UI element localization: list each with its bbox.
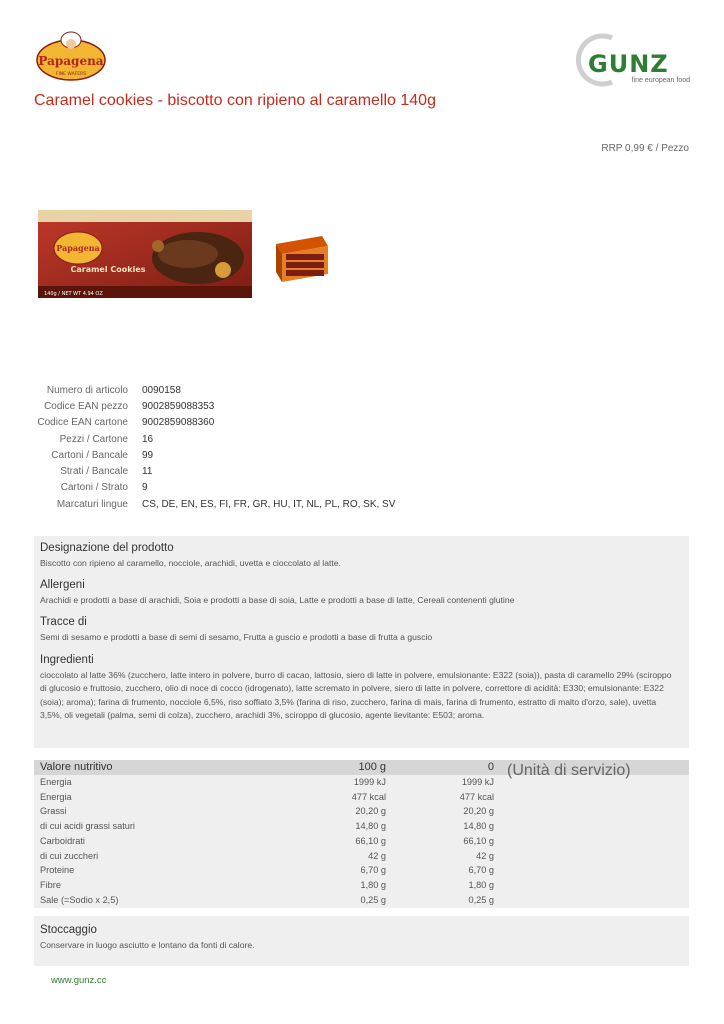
gunz-logo [564, 32, 692, 88]
nutrient-name: di cui zuccheri [40, 850, 99, 861]
spec-value: 99 [142, 449, 154, 461]
svg-text:Caramel Cookies: Caramel Cookies [70, 265, 146, 274]
ingredients-section [40, 654, 680, 723]
spec-row [34, 447, 395, 463]
spec-label: Cartoni / Bancale [51, 449, 128, 461]
storage-panel [34, 916, 689, 966]
product-package-image [38, 210, 252, 298]
nutrient-name: Fibre [40, 879, 61, 890]
spec-label: Codice EAN cartone [37, 417, 128, 429]
gunz-tagline: fine european food [631, 77, 690, 84]
table-row [34, 893, 689, 908]
storage-section [40, 924, 680, 952]
spec-row [34, 480, 395, 496]
nutrition-header-unit: (Unità di servizio) [507, 762, 631, 779]
nutrient-per100: 14,80 g [355, 821, 386, 832]
nutrient-serving: 1999 kJ [461, 777, 494, 787]
svg-text:140g / NET WT 4.94 OZ: 140g / NET WT 4.94 OZ [44, 291, 103, 297]
nutrient-name: di cui acidi grassi saturi [40, 821, 135, 832]
allergens-text: Arachidi e prodotti a base di arachidi, Soia e prodotti a base di soia, Latte e prodotti a base di latte, Cereali contenenti glutine [40, 595, 515, 605]
spec-row [34, 382, 395, 398]
nutrient-name: Energia [40, 791, 72, 802]
svg-text:Papagena: Papagena [56, 243, 100, 253]
spec-row [34, 496, 395, 512]
table-row [34, 775, 689, 790]
rrp-price: RRP 0,99 € / Pezzo [601, 143, 689, 154]
nutrient-per100: 0,25 g [360, 894, 386, 905]
spec-row [34, 463, 395, 479]
spec-label: Pezzi / Cartone [59, 433, 128, 445]
designation-heading: Designazione del prodotto [40, 542, 174, 554]
spec-value: 9002859088353 [142, 400, 215, 412]
traces-heading: Tracce di [40, 616, 87, 628]
nutrient-serving: 0,25 g [468, 894, 494, 905]
spec-row [34, 415, 395, 431]
gunz-wordmark: GUNZ [588, 50, 669, 78]
nutrient-per100: 6,70 g [360, 865, 386, 876]
table-row [34, 849, 689, 864]
nutrition-table [34, 760, 689, 908]
nutrient-serving: 14,80 g [463, 821, 494, 832]
nutrient-serving: 1,80 g [468, 879, 494, 890]
nutrient-name: Grassi [40, 806, 67, 817]
spec-row [34, 398, 395, 414]
table-row [34, 819, 689, 834]
storage-text: Conservare in luogo asciutto e lontano da fonti di calore. [40, 940, 255, 950]
nutrition-header-label: Valore nutritivo [40, 761, 113, 773]
spec-label: Marcaturi lingue [56, 498, 128, 510]
table-row [34, 863, 689, 878]
spec-value: 9 [142, 482, 148, 494]
nutrient-per100: 1999 kJ [353, 777, 386, 787]
allergens-section [40, 579, 680, 607]
table-row [34, 834, 689, 849]
spec-table [34, 382, 395, 512]
spec-label: Cartoni / Strato [60, 482, 128, 494]
nutrient-name: Carboidrati [40, 835, 85, 846]
spec-label: Strati / Bancale [60, 466, 128, 478]
spec-value: 16 [142, 433, 154, 445]
nutrition-header-row [34, 760, 689, 779]
nutrition-header-per100: 100 g [358, 761, 386, 773]
storage-heading: Stoccaggio [40, 924, 97, 936]
table-row [34, 790, 689, 805]
spec-label: Numero di articolo [46, 384, 128, 396]
table-row [34, 804, 689, 819]
nutrient-per100: 20,20 g [355, 806, 386, 817]
allergens-heading: Allergeni [40, 579, 85, 591]
nutrient-serving: 6,70 g [468, 865, 494, 876]
nutrient-name: Sale (=Sodio x 2,5) [40, 894, 119, 905]
nutrient-serving: 20,20 g [463, 806, 494, 817]
nutrition-header-serving: 0 [487, 761, 494, 773]
nutrient-serving: 42 g [476, 850, 494, 861]
nutrient-serving: 66,10 g [463, 835, 494, 846]
nutrient-name: Proteine [40, 865, 75, 876]
ingredients-heading: Ingredienti [40, 654, 94, 666]
svg-text:FINE WAFERS: FINE WAFERS [55, 72, 87, 77]
nutrient-per100: 66,10 g [355, 835, 386, 846]
designation-text: Biscotto con ripieno al caramello, nocciole, arachidi, uvetta e cioccolato al latte. [40, 558, 341, 568]
spec-row [34, 431, 395, 447]
traces-text: Semi di sesamo e prodotti a base di semi di sesamo, Frutta a guscio e prodotti a base di frutta a guscio [40, 632, 433, 642]
spec-value: 11 [142, 466, 153, 478]
nutrient-name: Energia [40, 777, 72, 787]
papagena-logo [34, 30, 108, 82]
nutrient-per100: 1,80 g [360, 879, 386, 890]
spec-label: Codice EAN pezzo [44, 400, 128, 412]
designation-section [40, 542, 680, 570]
product-title: Caramel cookies - biscotto con ripieno al caramello 140g [34, 92, 436, 109]
product-info-panel [34, 536, 689, 748]
spec-value: CS, DE, EN, ES, FI, FR, GR, HU, IT, NL, PL, RO, SK, SV [142, 498, 396, 510]
product-display-tray-image [272, 232, 330, 286]
spec-value: 0090158 [142, 384, 181, 396]
ingredients-text: cioccolato al latte 36% (zucchero, latte intero in polvere, burro di cacao, lattosio, siero di latte in polvere, emulsionante: E322 (soia)), pasta di caramello 29% (sciroppo di glucosio e fruttosio, zucchero, olio di noce di cocco (idrogenato), latte scremato in polvere, siero di latte in polvere, correttore di acidità: E330; emulsionante: E322 (soia); aroma); farina di frumento, nocciole 6,5%, riso soffiato 3,5% (farina di riso, zucchero, farina di mais, farina di frumento, estratto di malto d'orzo, sale), uvetta 3,5%, oli vegetali (palma, semi di colza), zucchero, arachidi 3%, sciroppo di glucosio, agente lievitante: E503; aroma. [40, 670, 672, 721]
spec-value: 9002859088360 [142, 417, 215, 429]
svg-text:Papagena: Papagena [38, 54, 104, 68]
footer-website-link[interactable]: www.gunz.cc [51, 975, 107, 986]
nutrient-per100: 42 g [368, 850, 386, 861]
nutrient-serving: 477 kcal [459, 791, 494, 802]
nutrient-per100: 477 kcal [351, 791, 386, 802]
traces-section [40, 616, 680, 644]
table-row [34, 878, 689, 893]
